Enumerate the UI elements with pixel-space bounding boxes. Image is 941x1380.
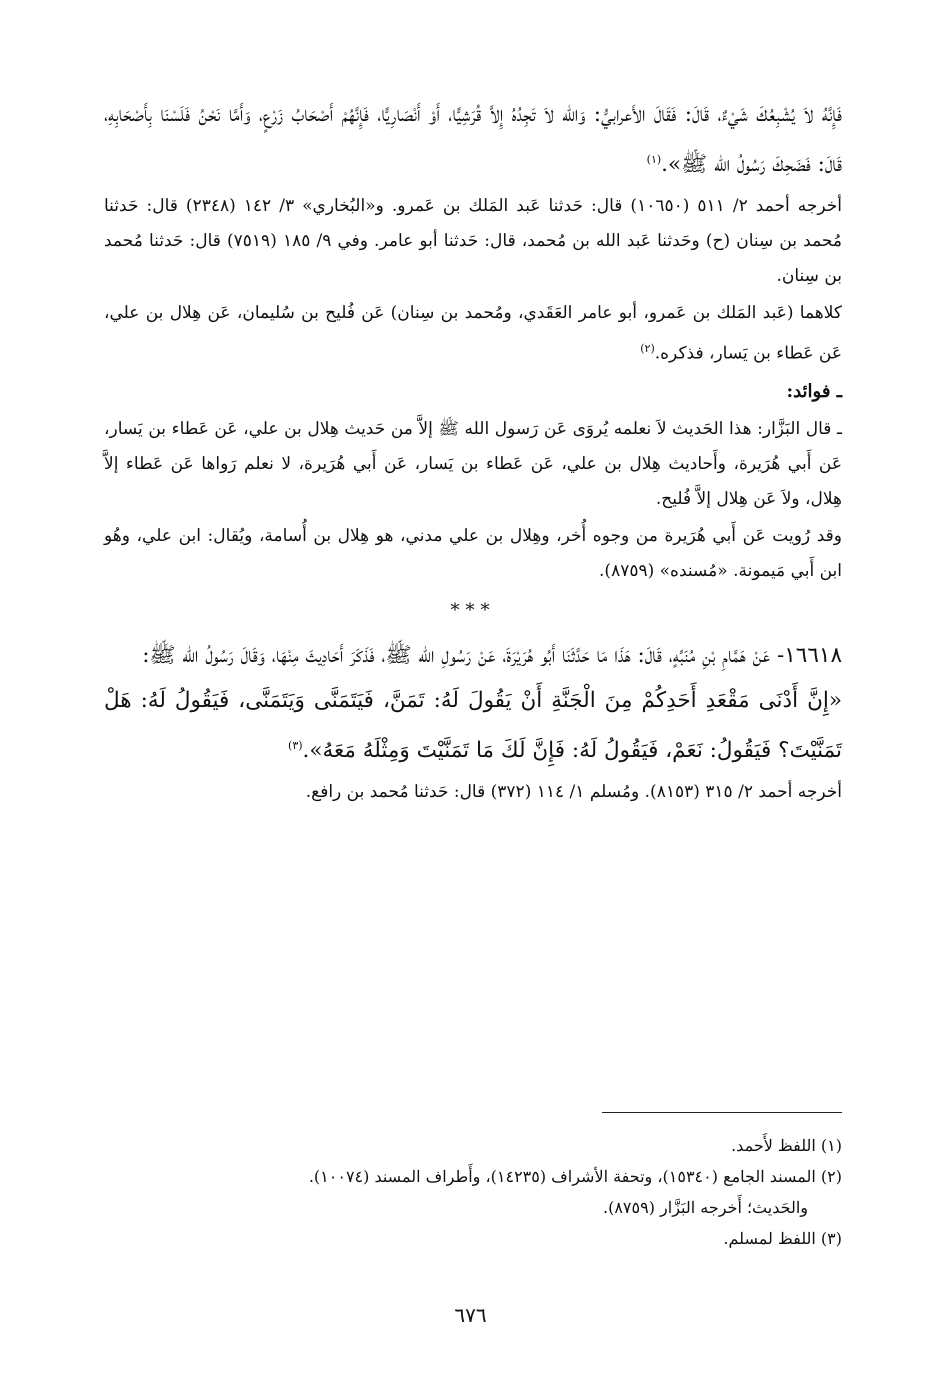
footnote-3: (٣) اللفظ لمسلم. [723, 1229, 842, 1248]
fawaid-paragraph-2: وقد رُويت عَن أَبي هُرَيرة من وجوه أُخر، وهِلال بن علي مدني، هو هِلال بن أُسامة، ويُقال: ابن علي، وهُو ابن أَبي مَيمونة. «مُسنده» (٨٧٥٩). [104, 525, 842, 581]
footnote-ref-2: (٢) [640, 342, 655, 356]
takhrij-paragraph-2 [104, 296, 842, 372]
hadith-2-quote: «إِنَّ أَدْنَى مَقْعَدِ أَحَدِكُمْ مِنَ الْجَنَّةِ أَنْ يَقُولَ لَهُ: تَمَنَّ، فَيَتَمَنَّى وَيَتَمَنَّى، فَيَقُولُ لَهُ: هَلْ تَمَنَّيْتَ؟ فَيَقُولُ: نَعَمْ، فَيَقُولُ لَهُ: فَإِنَّ لَكَ مَا تَمَنَّيْتَ وَمِثْلَهُ مَعَهُ». [104, 687, 842, 763]
page-number: ٦٧٦ [454, 1303, 487, 1327]
hadith-text [104, 92, 842, 187]
section-separator: *** [450, 599, 496, 621]
page-body [104, 92, 842, 810]
footnote-ref-1: (١) [646, 153, 662, 166]
hadith-1-tail: فَإِنَّهُ لاَ يُشْبِعُكَ شَيْءٌ، قَالَ: فَقَالَ الأَعرابيُّ: وَالله لاَ تَجِدُهُ إِلاَّ قُرَشِيًّا، أَوْ أَنْصَارِيًّا، فَإِنَّهُمْ أَصْحَابُ زَرْعٍ، وَأَمَّا نَحْنُ فَلَسْنَا بِأَصْحَابِهِ، قَالَ: فَضَحِكَ رَسُولُ الله ﷺ». [104, 102, 842, 178]
footnote-1: (١) اللفظ لأَحمد. [731, 1136, 842, 1155]
fawaid-heading: ـ فوائد: [786, 380, 842, 402]
footnote-2-continuation: والحَديث؛ أَخرجه البَزَّار (٨٧٥٩). [602, 1198, 808, 1217]
takhrij-paragraph-3: أخرجه أحمد ٢/ ٣١٥ (٨١٥٣). ومُسلم ١/ ١١٤ (٣٧٢) قال: حَدثنا مُحمد بن رافع. [305, 781, 842, 802]
hadith-2-intro: ١٦٦١٨- عَنْ هَمَّامِ بْنِ مُنَبِّهٍ، قَالَ: هَذَا مَا حَدَّثَنَا أَبُو هُرَيْرَةَ، عَنْ رَسُولِ الله ﷺ، فَذَكَرَ أَحَادِيثَ مِنْهَا، وَقَالَ رَسُولُ الله ﷺ: [142, 642, 842, 668]
takhrij-2-text: كلاهما (عَبد المَلك بن عَمرو، أبو عامر العَقَدي، ومُحمد بن سِنان) عَن فُليح بن سُليمان، عَن هِلال بن علي، عَن عَطاء بن يَسار، فذكره. [104, 303, 842, 364]
footnotes [104, 1130, 842, 1254]
fawaid-paragraph-1: ـ قال البَزَّار: هذا الحَديث لاَ نعلمه يُروَى عَن رَسول الله ﷺ إلاَّ من حَديث هِلال بن علي، عَن عَطاء بن يَسار، عَن أَبي هُرَيرة، وأَحاديث هِلال بن علي، عَن عَطاء بن يَسار، عَن أَبي هُرَيرة، لا نعلم رَواها عَن عَطاء إلاَّ هِلال، ولاَ عَن هِلال إلاَّ فُليح. [104, 418, 842, 509]
footnote-2: (٢) المسند الجامع (١٥٣٤٠)، وتحفة الأشراف (١٤٢٣٥)، وأَطراف المسند (١٠٠٧٤). [308, 1167, 842, 1186]
footnote-divider [602, 1112, 842, 1113]
footnote-ref-3: (٣) [288, 738, 303, 752]
takhrij-paragraph: أخرجه أحمد ٢/ ٥١١ (١٠٦٥٠) قال: حَدثنا عَبد المَلك بن عَمرو. و«البُخاري» ٣/ ١٤٢ (٢٣٤٨) قال: حَدثنا مُحمد بن سِنان (ح) وحَدثنا عَبد الله بن مُحمد، قال: حَدثنا أبو عامر. وفي ٩/ ١٨٥ (٧٥١٩) قال: حَدثنا مُحمد بن سِنان. [104, 196, 842, 287]
hadith-2-text [104, 678, 842, 773]
